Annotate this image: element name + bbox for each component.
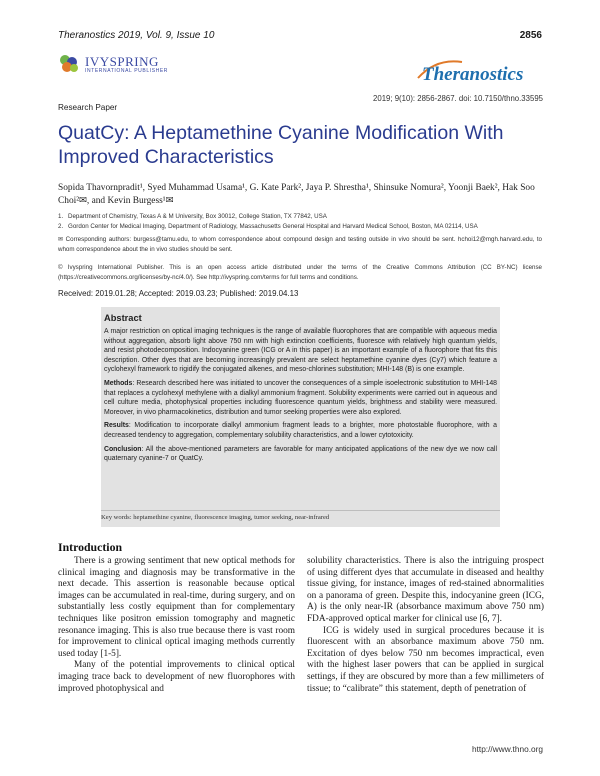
keywords-divider [101,510,500,511]
abstract-heading: Abstract [104,313,142,323]
publisher-tagline: INTERNATIONAL PUBLISHER [85,67,168,74]
body-column-right [307,556,544,695]
affiliations [58,212,542,232]
journal-issue: Theranostics 2019, Vol. 9, Issue 10 [58,30,215,41]
article-title: QuatCy: A Heptamethine Cyanine Modification With Improved Characteristics [58,122,504,168]
footer-url[interactable]: http://www.thno.org [471,744,543,754]
body-paragraph: There is a growing sentiment that new optical methods for clinical imaging and diagnosis may be transformative in the next decade. This assertion is reasonable because optical images can be accumulated in real-time, during surgery, and on substantially less costly equipment than for complementary techniques like positron emission tomography and magnetic resonance imaging. This is also true because there is vast room for improvement to clinical optical imaging methods currently used today [1-5]. [58,556,295,659]
page-number: 2856 [519,30,542,41]
body-paragraph: ICG is widely used in surgical procedures because it is fluorescent with an absorbance maximum above 750 nm. Excitation of dyes below 750 nm becomes impractical, even with the highest laser powers that can be applied in surgical settings, if they are obscured by more than a few millimeters of tissue; to “calibrate” this statement, depth of penetration of [307,625,544,694]
running-head [58,30,542,41]
affiliation-item: 2. Gordon Center for Medical Imaging, Department of Radiology, Massachusetts General Hospital and Harvard Medical School, Boston, MA 02114, USA [58,223,478,230]
author-list: Sopida Thavornpradit¹, Syed Muhammad Usama¹, G. Kate Park², Jaya P. Shrestha¹, Shinsuke Nomura², Yoonji Baek², Hak Soo Choi²✉, and Kevin Burgess¹✉ [58,183,535,206]
abstract-results: Results: Modification to incorporate dialkyl ammonium fragment leads to a brighter, more photostable fluorophore, with a decreased tendency to aggregation, complementary solubility characteristics, and a lower cytotoxicity. [104,422,497,439]
correspondence-note: ✉ Corresponding authors: burgess@tamu.edu, to whom correspondence about compound design and testing outside in vivo should be sent. hchoi12@mgh.harvard.edu, to whom correspondence about the in vivo studies should be sent. [58,236,542,253]
citation-doi[interactable]: 2019; 9(10): 2856-2867. doi: 10.7150/thno.33595 [373,94,543,103]
body-paragraph: solubility characteristics. There is also the intriguing prospect of using different dyes that accumulate in diseased and healthy tissue giving, for instance, images of red-stained abnormalities on a panorama of green. Despite this, indocyanine green (ICG, A) is the only near-IR (absorbance maximum above 750 nm) FDA-approved optical marker for clinical use [6, 7]. [307,556,544,624]
affiliation-item: 1. Department of Chemistry, Texas A & M University, Box 30012, College Station, TX 77842, USA [58,213,327,220]
keywords: Key words: heptamethine cyanine, fluorescence imaging, tumor seeking, near-infrared [101,514,330,521]
journal-logo-text: Theranostics [422,64,524,85]
body-paragraph: Many of the potential improvements to clinical optical imaging trace back to development of new fluorophores with improved photophysical and [58,660,295,694]
license-note: © Ivyspring International Publisher. This is an open access article distributed under the terms of the Creative Commons Attribution (CC BY-NC) license (https://creativecommons.org/licenses/by-nc/4.0/). See http://ivyspring.com/terms for full terms and conditions. [58,264,542,281]
abstract-conclusion: Conclusion: All the above-mentioned parameters are favorable for many anticipated applications of the new dye we now call quaternary cyanine-7 or QuatCy. [104,445,497,463]
publisher-name: IVYSPRING [85,53,159,69]
journal-logo[interactable] [416,56,544,90]
publisher-logo[interactable] [56,53,168,75]
abstract-methods: Methods: Research described here was initiated to uncover the consequences of a simple isoelectronic substitution to MHI-148 that replaces a cyclohexyl methylene with a dialkyl ammonium fragment. Solubility experiments were carried out in aqueous and cell culture media, photophysical properties including fluorescence quantum yields, brightness and stability were measured. Moreover, in vivo pharmacokinetics, distribution and tumor seeking properties were also explored. [104,379,497,416]
ivyspring-leaf-icon [56,53,82,75]
abstract-box [101,307,500,527]
abstract-intro: A major restriction on optical imaging techniques is the range of available fluorophores that are compatible with aqueous media without aggregation, absorb light above 750 nm with high extinction coefficients, fluoresce with relatively high quantum yields, and resist photodecomposition. Indocyanine green (ICG or A in this paper) is an important example of a fluorophore that fits this description. Other dyes that are becoming increasingly prevalent are select heptamethine cyanine dyes (Cy7) which feature a cyclohexyl framework to rigidify the conjugated alkenes, and meso-chlorines substitution; MHI-148 (B) is one example. [104,328,497,374]
section-heading-introduction: Introduction [58,540,123,554]
article-type: Research Paper [58,103,118,112]
body-column-left [58,556,295,695]
publication-dates: Received: 2019.01.28; Accepted: 2019.03.23; Published: 2019.04.13 [58,289,299,298]
